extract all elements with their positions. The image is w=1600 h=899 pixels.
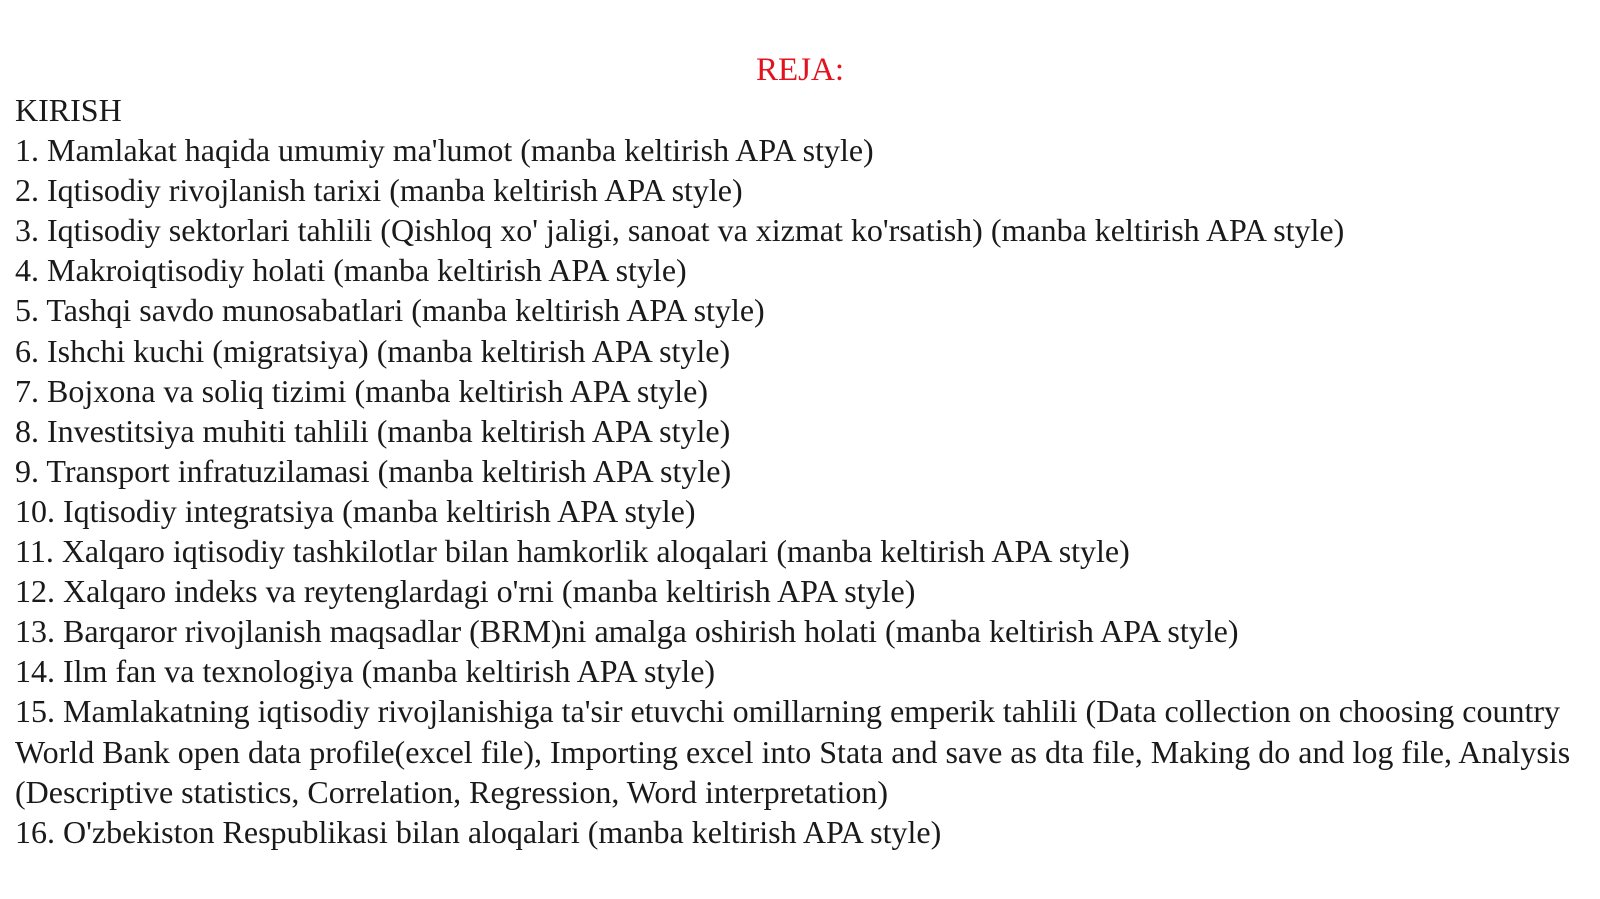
- list-item: 2. Iqtisodiy rivojlanish tarixi (manba keltirish APA style): [15, 172, 743, 209]
- list-item: 8. Investitsiya muhiti tahlili (manba keltirish APA style): [15, 412, 731, 449]
- list-item: 9. Transport infratuzilamasi (manba keltirish APA style): [15, 452, 732, 489]
- intro-heading: KIRISH: [15, 92, 122, 128]
- page-title: REJA:: [755, 52, 844, 88]
- list-item: 10. Iqtisodiy integratsiya (manba keltirish APA style): [15, 492, 696, 529]
- list-item: 13. Barqaror rivojlanish maqsadlar (BRM)ni amalga oshirish holati (manba keltirish APA style): [15, 613, 1239, 650]
- list-item: 16. O'zbekiston Respublikasi bilan aloqalari (manba keltirish APA style): [15, 813, 942, 850]
- list-item: 15. Mamlakatning iqtisodiy rivojlanishiga ta'sir etuvchi omillarning emperik tahlili (Data collection on choosing country World Bank open data profile(excel file), Importing excel into Stata and save as dta file, Making do and log file, Analysis (Descriptive statistics, Correlation, Regression, Word interpretation): [15, 693, 1571, 810]
- list-item: 6. Ishchi kuchi (migratsiya) (manba keltirish APA style): [15, 332, 731, 369]
- list-item: 3. Iqtisodiy sektorlari tahlili (Qishloq xo' jaligi, sanoat va xizmat ko'rsatish) (manba keltirish APA style): [15, 212, 1345, 249]
- plan-list: [15, 90, 1585, 852]
- list-item: 12. Xalqaro indeks va reytenglardagi o'rni (manba keltirish APA style): [15, 573, 916, 610]
- list-item: 11. Xalqaro iqtisodiy tashkilotlar bilan hamkorlik aloqalari (manba keltirish APA style): [15, 533, 1130, 570]
- list-item: 4. Makroiqtisodiy holati (manba keltirish APA style): [15, 252, 687, 289]
- list-item: 7. Bojxona va soliq tizimi (manba keltirish APA style): [15, 372, 708, 409]
- list-item: 1. Mamlakat haqida umumiy ma'lumot (manba keltirish APA style): [15, 132, 874, 169]
- list-item: 14. Ilm fan va texnologiya (manba keltirish APA style): [15, 653, 716, 690]
- list-item: 5. Tashqi savdo munosabatlari (manba keltirish APA style): [15, 292, 765, 329]
